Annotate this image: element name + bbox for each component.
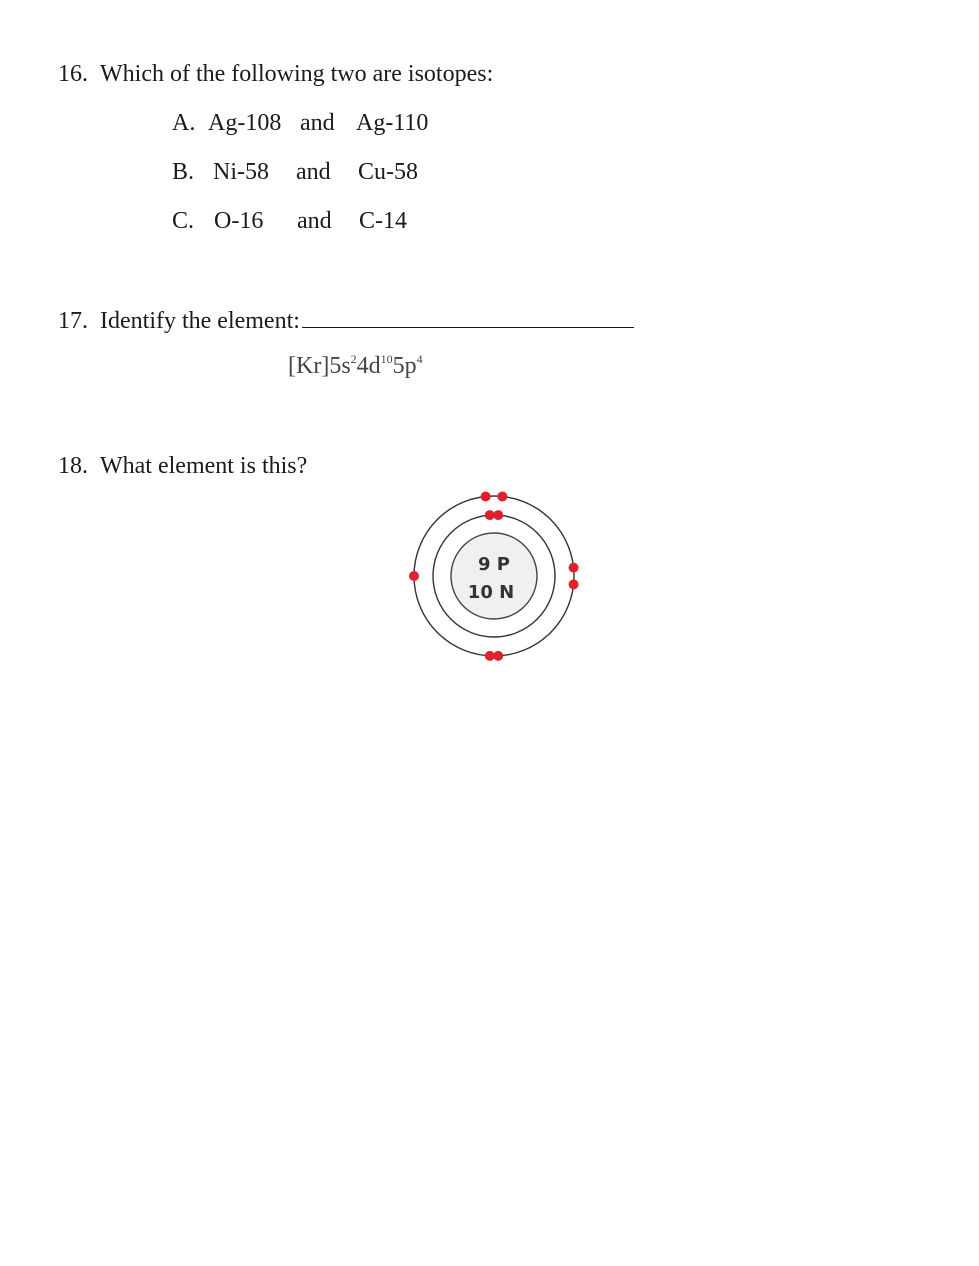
protons-label: 9 P [478, 554, 510, 575]
option-right-isotope: Ag-110 [356, 110, 429, 136]
answer-blank-line[interactable] [302, 305, 634, 328]
electron-shell-2 [497, 491, 507, 501]
option-right-isotope: C-14 [359, 208, 407, 234]
config-s-count: 2 [350, 352, 357, 366]
option-b [172, 158, 472, 186]
question-number: 18. [58, 453, 88, 479]
config-core: [Kr] [288, 353, 330, 379]
electron-configuration [288, 352, 423, 380]
nucleus [451, 533, 537, 619]
option-letter: C. [172, 208, 195, 234]
electron-shell-2 [481, 491, 491, 501]
option-joiner: and [300, 110, 335, 136]
neutrons-label: 10 N [467, 582, 515, 603]
option-joiner: and [296, 159, 331, 185]
option-left-isotope: O-16 [214, 208, 264, 234]
option-right-isotope: Cu-58 [358, 159, 418, 185]
question-text: What element is this? [100, 453, 308, 479]
option-c [172, 207, 472, 235]
question-text: Identify the element: [100, 308, 300, 334]
electron-shell-2 [409, 571, 419, 581]
question-number: 17. [58, 308, 88, 334]
question-17 [58, 305, 634, 335]
electron-shell-2 [485, 651, 495, 661]
question-18 [58, 452, 307, 480]
electron-shell-2 [569, 579, 579, 589]
question-text: Which of the following two are isotopes: [100, 61, 494, 87]
config-p-orbital: 5p [392, 353, 417, 379]
option-a [172, 109, 472, 137]
config-p-count: 4 [416, 352, 423, 366]
option-left-isotope: Ni-58 [213, 159, 269, 185]
electron-shell-1 [493, 510, 503, 520]
option-letter: B. [172, 159, 195, 185]
electron-shell-1 [485, 510, 495, 520]
config-d-count: 10 [380, 352, 393, 366]
question-number: 16. [58, 61, 88, 87]
option-left-isotope: Ag-108 [208, 110, 282, 136]
option-letter: A. [172, 110, 196, 136]
config-s-orbital: 5s [329, 353, 351, 379]
question-16 [58, 60, 493, 88]
electron-shell-2 [569, 563, 579, 573]
bohr-model-diagram [400, 486, 590, 666]
config-d-orbital: 4d [356, 353, 381, 379]
option-joiner: and [297, 208, 332, 234]
